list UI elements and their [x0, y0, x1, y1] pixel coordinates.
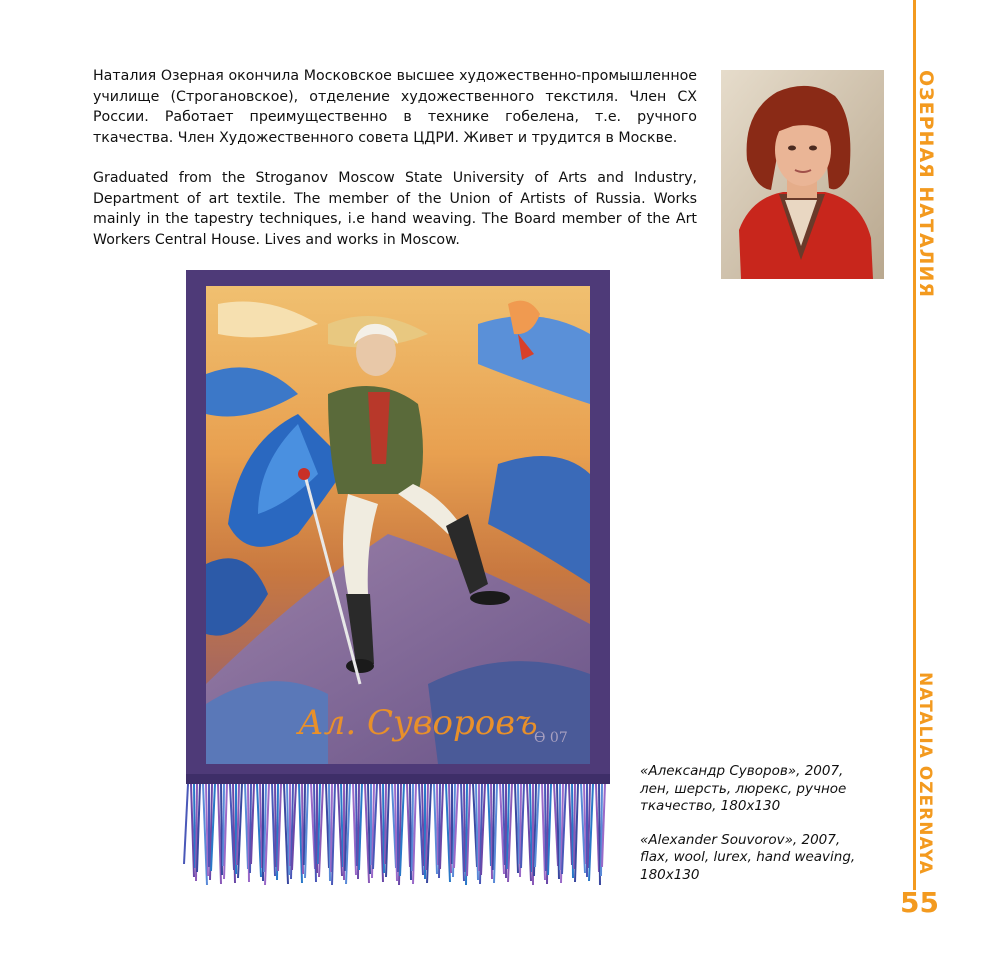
fringe-thread: [464, 784, 465, 872]
page-number: 55: [900, 886, 939, 919]
fringe-thread: [518, 784, 519, 864]
artwork-caption: [640, 763, 880, 900]
tapestry-signature: Ал. Суворовъ: [298, 703, 538, 743]
fringe-thread: [437, 784, 438, 865]
fringe-thread: [572, 784, 573, 878]
biography-russian: Наталия Озерная окончила Московское высшее художественно-промышленное училище (Строгановское), отделение художественного текстиля. Член СХ России. Работает преимущественно в технике гобелена, т.е. ручного ткачества. Член Художественного совета ЦДРИ. Живет и трудится в Москве.: [93, 68, 697, 146]
fringe-thread: [356, 784, 357, 866]
artist-portrait-photo: [721, 70, 884, 279]
biography-english: Graduated from the Stroganov Moscow State University of Arts and Industry, Department of art textile. The member of the Union of Artists of Russia. Works mainly in the tapestry techniques, i.e hand weaving. The Board member of the Art Workers Central House. Lives and works in Moscow.: [93, 170, 697, 248]
tapestry-illustration: [178, 264, 618, 892]
caption-materials-english: flax, wool, lurex, hand weaving, 180x130: [640, 849, 856, 883]
tapestry-artwork: [178, 264, 618, 892]
fringe-thread: [194, 784, 195, 868]
side-title-english: [915, 672, 945, 890]
fringe-thread: [221, 784, 222, 875]
fringe-thread: [599, 784, 600, 885]
fringe-thread: [248, 784, 249, 882]
side-title-russian: [915, 70, 945, 298]
fringe-thread: [410, 784, 411, 880]
fringe-thread: [545, 784, 546, 871]
caption-materials-russian: лен, шерсть, люрекс, ручное ткачество, 180x130: [640, 780, 847, 814]
fringe-thread: [329, 784, 330, 881]
artist-name-russian: ОЗЕРНАЯ НАТАЛИЯ: [915, 70, 937, 298]
caption-english: [640, 832, 880, 885]
caption-title-russian: «Александр Суворов», 2007,: [640, 763, 844, 779]
fringe-thread: [275, 784, 276, 867]
caption-russian: [640, 763, 880, 816]
artist-name-english: NATALIA OZERNAYA: [915, 672, 935, 875]
tapestry-monogram: Ѳ 07: [534, 730, 568, 746]
portrait-illustration: [721, 70, 884, 279]
caption-title-english: «Alexander Souvorov», 2007,: [640, 831, 841, 848]
tapestry-fringe: [186, 774, 610, 784]
artist-biography: [93, 66, 697, 270]
fringe-thread: [491, 784, 492, 879]
fringe-thread: [383, 784, 384, 873]
fringe-thread: [302, 784, 303, 874]
